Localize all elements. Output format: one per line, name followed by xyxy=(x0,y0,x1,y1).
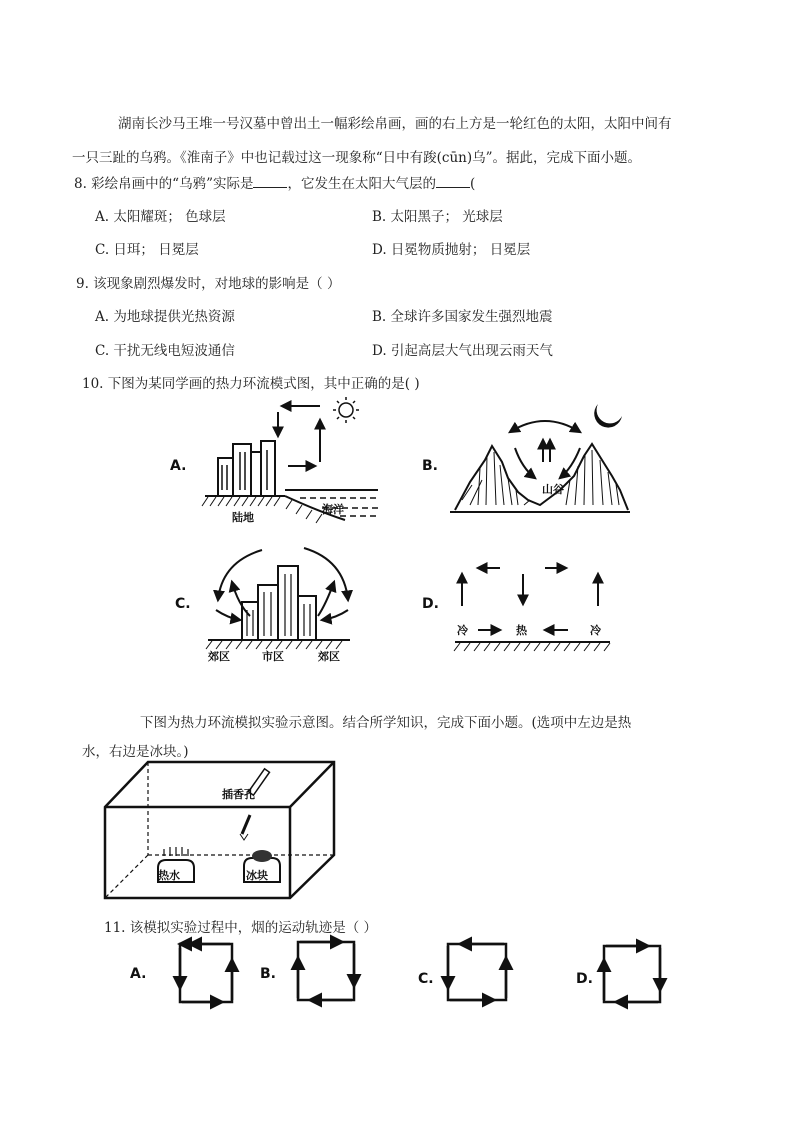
incense-hole-label: 插香孔 xyxy=(222,788,255,801)
figure-10c-suburb-left-label: 郊区 xyxy=(208,650,230,663)
figure-10d-option-label: D. xyxy=(422,596,439,612)
question-11-option-a-label: A. xyxy=(130,966,147,982)
figure-10d-cold-left-label: 冷 xyxy=(457,624,468,637)
question-9-option-b: B. 全球许多国家发生强烈地震 xyxy=(372,309,553,325)
question-8-stem-part-1: 8. 彩绘帛画中的“乌鸦”实际是 xyxy=(74,176,254,192)
figure-10c-suburb-right-label: 郊区 xyxy=(318,650,340,663)
question-11-option-c-label: C. xyxy=(418,971,434,987)
figure-10a-sea-label: 海洋 xyxy=(322,503,344,516)
figure-10d-hot-label: 热 xyxy=(516,624,527,637)
question-8-stem-part-2: ，它发生在太阳大气层的 xyxy=(287,176,436,192)
passage-2-line-1: 下图为热力环流模拟实验示意图。结合所学知识，完成下面小题。(选项中左边是热 xyxy=(140,715,632,731)
question-9-option-c: C. 干扰无线电短波通信 xyxy=(95,343,235,359)
passage-1-line-1: 湖南长沙马王堆一号汉墓中曾出土一幅彩绘帛画，画的右上方是一轮红色的太阳，太阳中间有 xyxy=(118,116,672,132)
question-10-stem: 10. 下图为某同学画的热力环流模式图，其中正确的是( ) xyxy=(82,376,420,392)
question-8-option-b: B. 太阳黑子； 光球层 xyxy=(372,209,503,225)
question-11-options xyxy=(130,942,660,1002)
hot-water-label: 热水 xyxy=(158,869,180,882)
sun-icon xyxy=(333,397,359,423)
question-11-option-b-label: B. xyxy=(260,966,276,982)
question-11-option-b-diagram xyxy=(298,942,354,1000)
mountains-icon xyxy=(455,444,628,510)
question-8-stem-part-3: ( xyxy=(469,176,476,192)
question-8-option-c: C. 日珥； 日冕层 xyxy=(95,242,199,258)
figure-10c-option-label: C. xyxy=(175,596,191,612)
figure-10c xyxy=(175,548,350,663)
experiment-box-diagram xyxy=(105,762,334,898)
figure-10b-option-label: B. xyxy=(422,458,438,474)
question-9-option-a: A. 为地球提供光热资源 xyxy=(95,309,235,325)
question-11-option-a-diagram xyxy=(180,944,232,1002)
passage-2-line-2: 水，右边是冰块。) xyxy=(82,744,189,760)
ice-label: 冰块 xyxy=(246,869,268,882)
question-9-stem: 9. 该现象剧烈爆发时，对地球的影响是（ ） xyxy=(76,276,341,292)
figure-10d xyxy=(422,568,610,651)
question-11-option-c-diagram xyxy=(448,944,506,1000)
question-11-stem: 11. 该模拟实验过程中，烟的运动轨迹是（ ） xyxy=(104,920,378,936)
question-11-option-d-label: D. xyxy=(576,971,593,987)
incense-stick-icon xyxy=(242,815,250,834)
moon-icon xyxy=(594,404,622,428)
question-8-option-a: A. 太阳耀斑； 色球层 xyxy=(95,209,226,225)
figure-10d-cold-right-label: 冷 xyxy=(590,624,601,637)
figure-10b-valley-label: 山谷 xyxy=(542,483,564,496)
figure-10c-city-label: 市区 xyxy=(262,650,284,663)
figure-10a-land-label: 陆地 xyxy=(232,511,254,524)
figure-10b xyxy=(422,404,630,512)
figure-10a-option-label: A. xyxy=(170,458,187,474)
question-8-option-d: D. 日冕物质抛射； 日冕层 xyxy=(372,242,531,258)
question-9-option-d: D. 引起高层大气出现云雨天气 xyxy=(372,343,553,359)
figure-10a xyxy=(170,397,380,524)
question-11-option-d-diagram xyxy=(604,946,660,1002)
passage-1-line-2: 一只三趾的乌鸦。《淮南子》中也记载过这一现象称“日中有踆(cūn)乌”。据此，完成下面小题。 xyxy=(72,150,642,166)
